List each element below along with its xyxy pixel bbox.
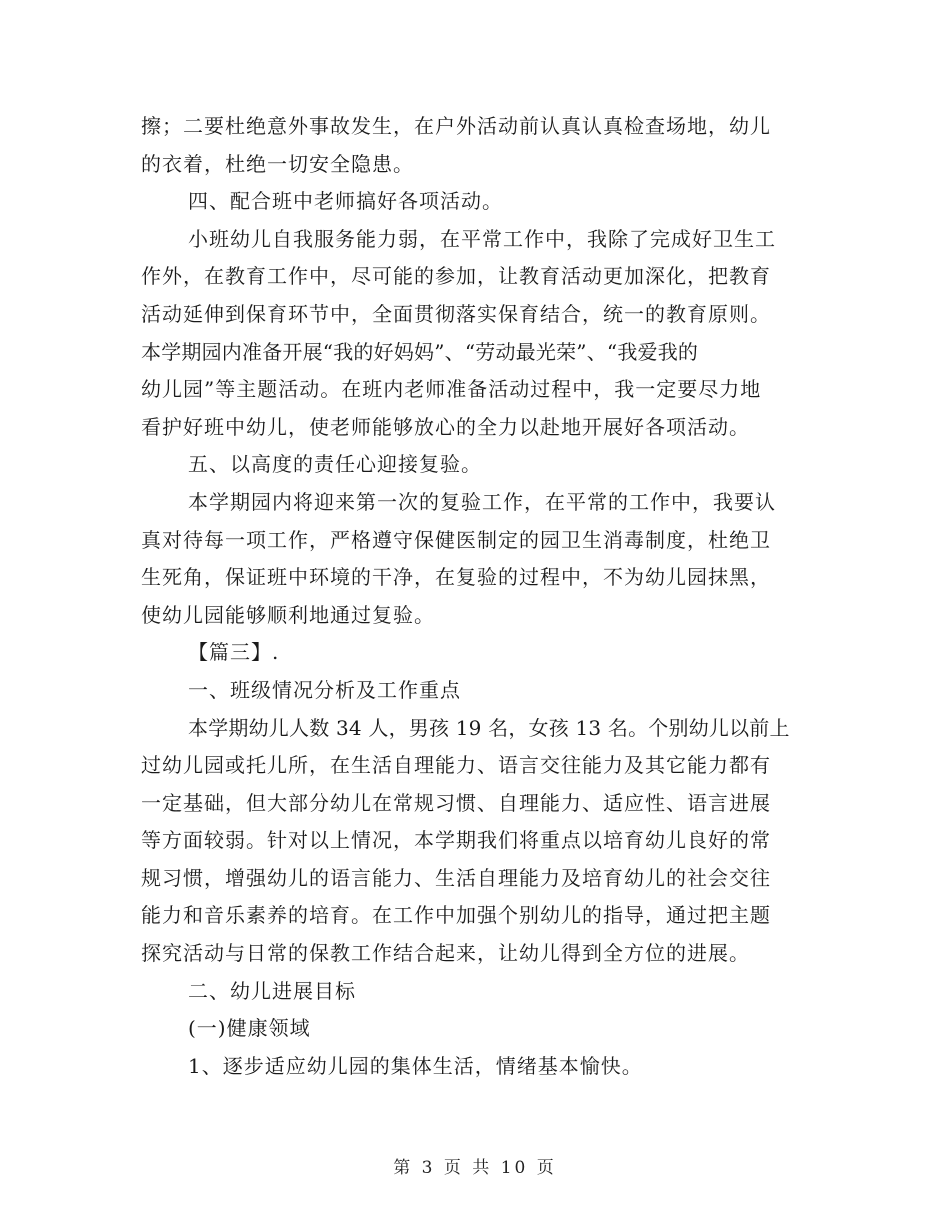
body-text	[141, 108, 811, 1085]
text-line-7: 本学期园内准备开展“我的好妈妈”、“劳动最光荣”、“我爱我的	[141, 339, 699, 364]
section-heading-goals: 二、幼儿进展目标	[188, 978, 356, 1003]
subsection-heading-health: (一)健康领域	[188, 1016, 311, 1041]
text-line-23: 探究活动与日常的保教工作结合起来，让幼儿得到全方位的进展。	[141, 941, 750, 966]
text-line-21: 规习惯，增强幼儿的语言能力、生活自理能力及培育幼儿的社会交往	[141, 865, 771, 890]
text-line-19: 一定基础，但大部分幼儿在常规习惯、自理能力、适应性、语言进展	[141, 790, 771, 815]
text-line-4: 小班幼儿自我服务能力弱，在平常工作中，我除了完成好卫生工	[188, 226, 776, 251]
text-line-18: 过幼儿园或托儿所，在生活自理能力、语言交往能力及其它能力都有	[141, 753, 771, 778]
text-line-20: 等方面较弱。针对以上情况，本学期我们将重点以培育幼儿良好的常	[141, 828, 771, 853]
text-line-22: 能力和音乐素养的培育。在工作中加强个别幼儿的指导，通过把主题	[141, 903, 771, 928]
text-line-13: 生死角，保证班中环境的干净，在复验的过程中，不为幼儿园抹黑，	[141, 565, 771, 590]
text-line-2: 的衣着，杜绝一切安全隐患。	[141, 151, 414, 176]
part-heading: 【篇三】.	[188, 640, 280, 665]
page-number-label: 第 3 页 共 10 页	[393, 1158, 557, 1178]
text-line-8: 幼儿园”等主题活动。在班内老师准备活动过程中，我一定要尽力地	[141, 377, 762, 402]
page-footer	[0, 1153, 950, 1178]
section-heading-4: 四、配合班中老师搞好各项活动。	[188, 189, 503, 214]
section-heading-class-analysis: 一、班级情况分析及工作重点	[188, 677, 461, 702]
section-heading-5: 五、以高度的责任心迎接复验。	[188, 452, 482, 477]
text-line-11: 本学期园内将迎来第一次的复验工作，在平常的工作中，我要认	[188, 489, 776, 514]
text-line-1: 擦；二要杜绝意外事故发生，在户外活动前认真认真检查场地，幼儿	[141, 114, 771, 138]
text-line-12: 真对待每一项工作，严格遵守保健医制定的园卫生消毒制度，杜绝卫	[141, 527, 771, 552]
text-line-6: 活动延伸到保育环节中，全面贯彻落实保育结合，统一的教育原则。	[141, 301, 771, 326]
text-line-14: 使幼儿园能够顺利地通过复验。	[141, 602, 435, 627]
text-line-9: 看护好班中幼儿，使老师能够放心的全力以赴地开展好各项活动。	[141, 414, 750, 439]
list-item-1: 1、逐步适应幼儿园的集体生活，情绪基本愉快。	[188, 1053, 643, 1078]
text-line-5: 作外，在教育工作中，尽可能的参加，让教育活动更加深化，把教育	[141, 264, 771, 289]
text-line-17: 本学期幼儿人数 34 人，男孩 19 名，女孩 13 名。个别幼儿以前上	[188, 715, 790, 740]
